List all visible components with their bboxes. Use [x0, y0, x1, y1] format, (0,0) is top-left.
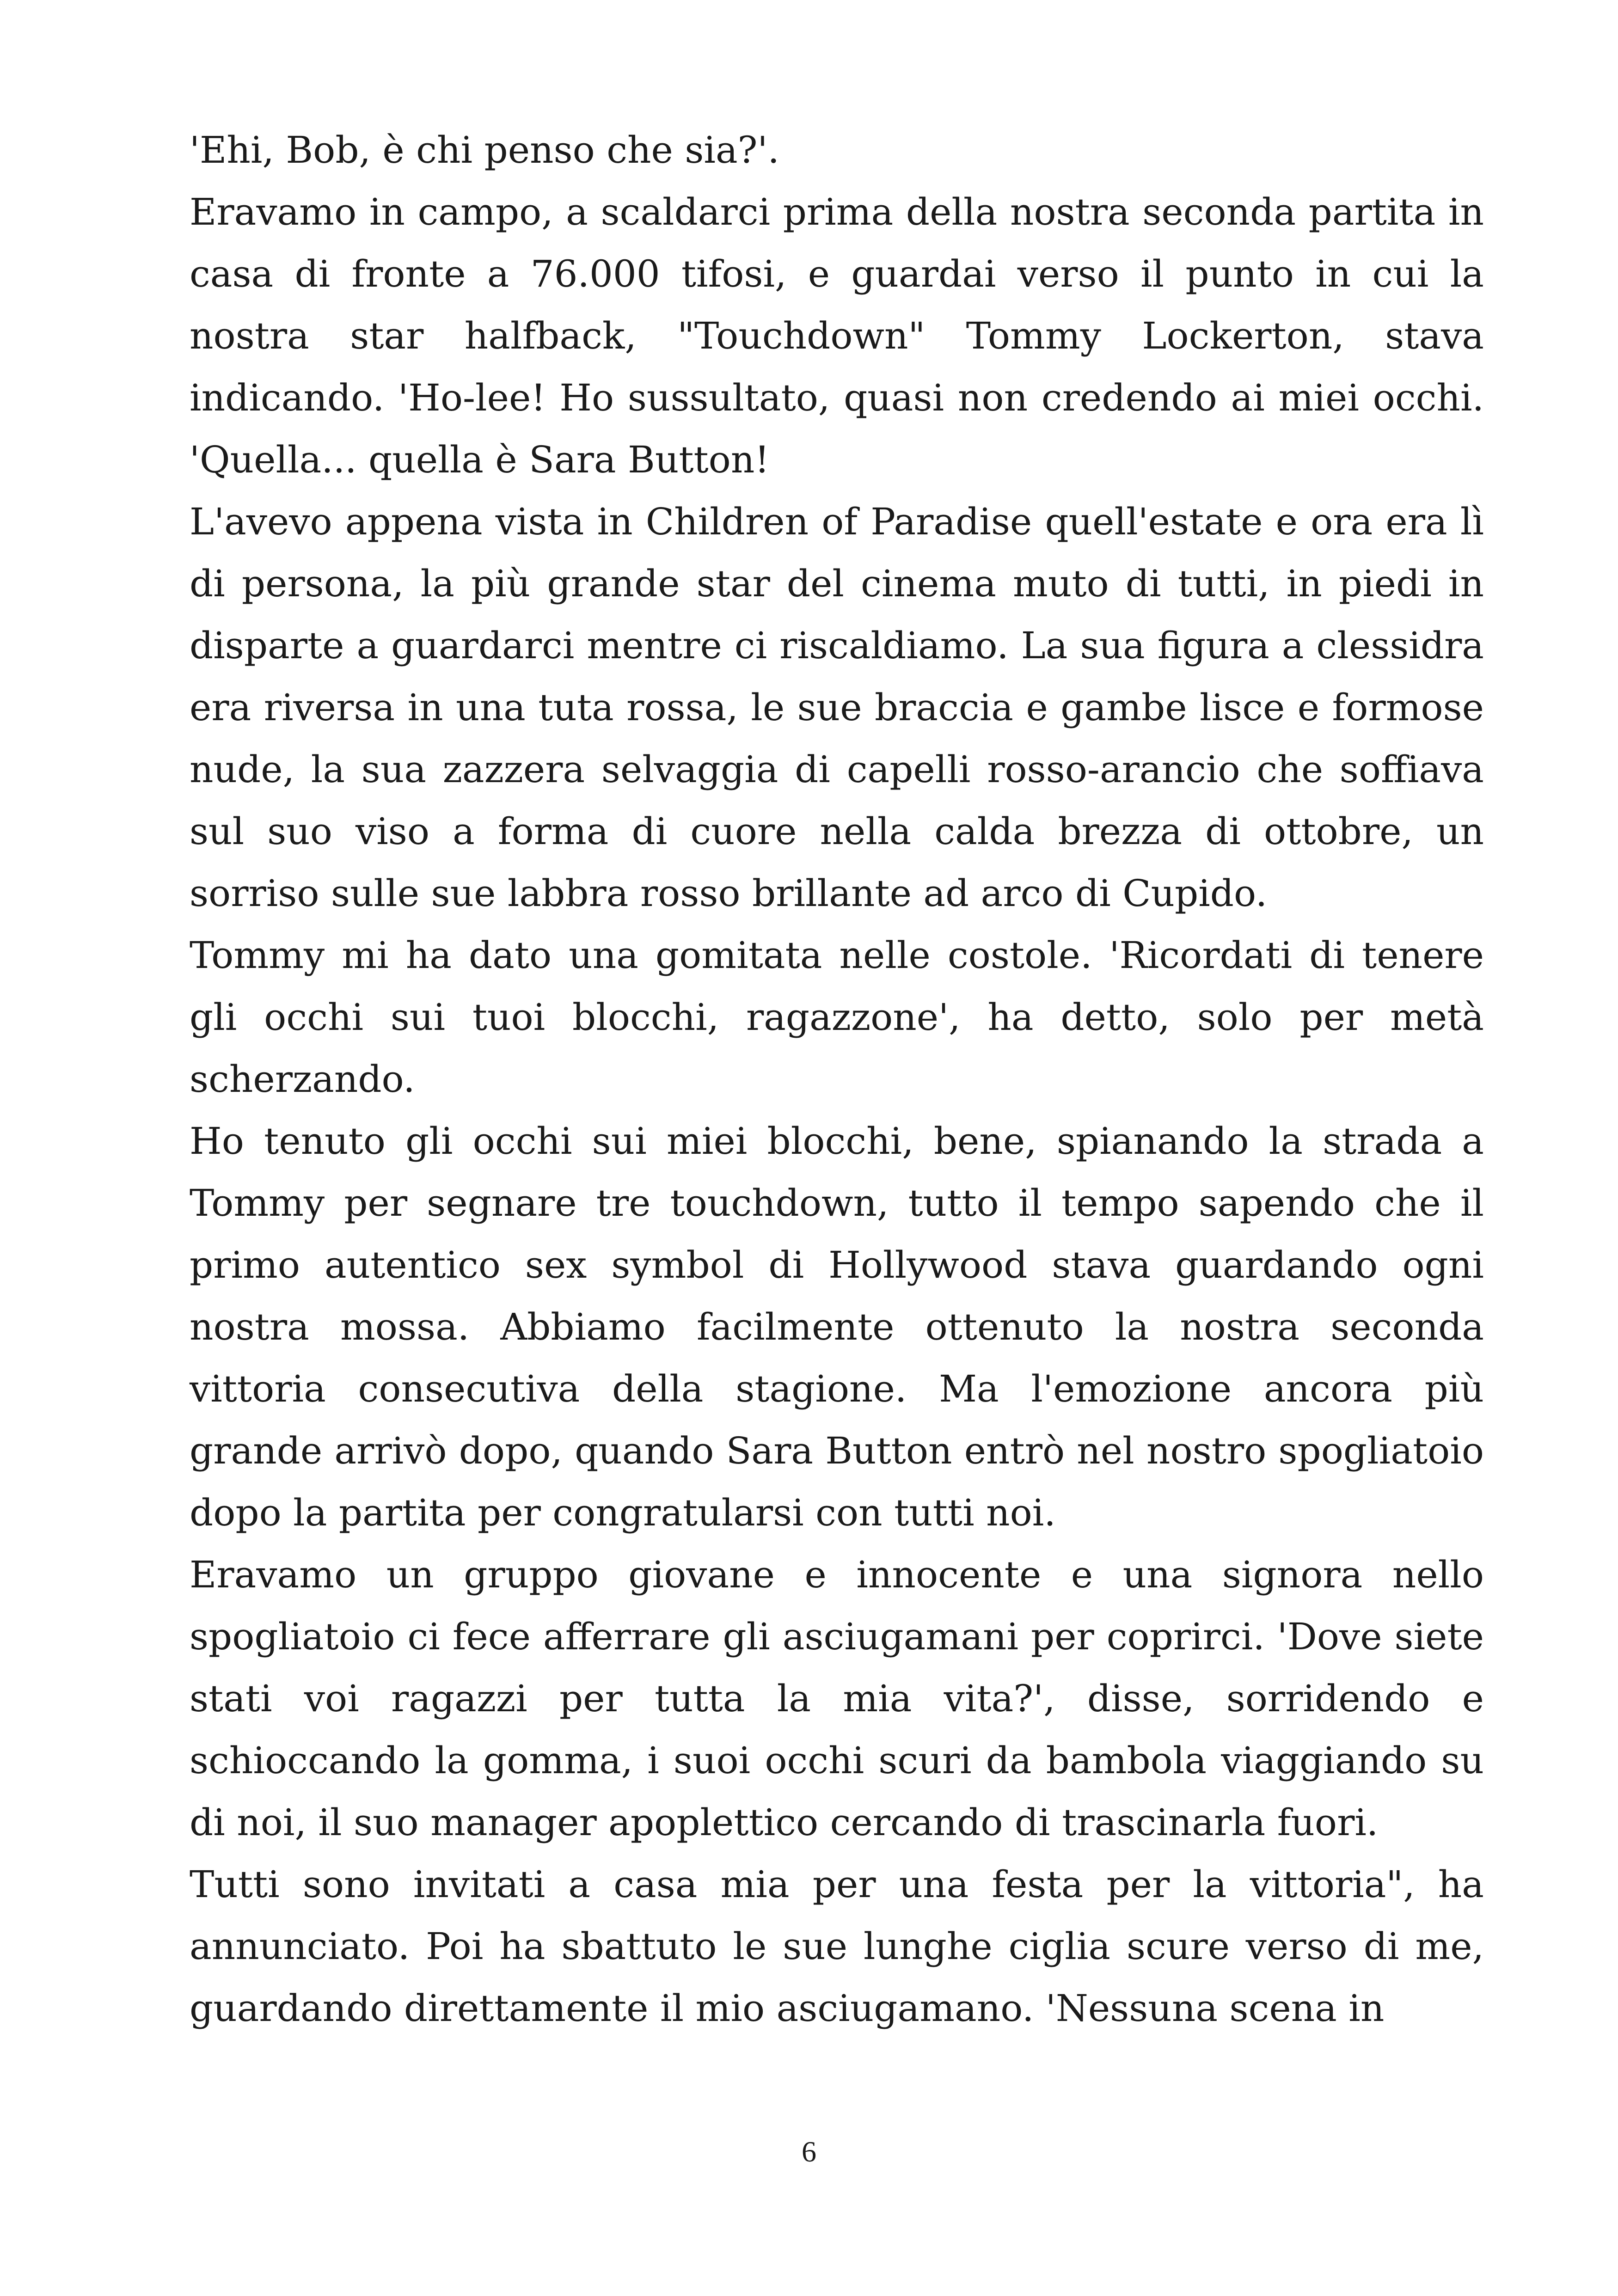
paragraph-6: Eravamo un gruppo giovane e innocente e una signora nello spogliatoio ci fece afferrare gli asciugamani per coprirci. 'Dove siete stati voi ragazzi per tutta la mia vita?', disse, sorridendo e schioccando la gomma, i suoi occhi scuri da bambola viaggiando su di noi, il suo manager apoplettico cercando di trascinarla fuori.	[190, 1553, 1484, 1844]
paragraph-4: Tommy mi ha dato una gomitata nelle costole. 'Ricordati di tenere gli occhi sui tuoi blocchi, ragazzone', ha detto, solo per metà scherzando.	[190, 934, 1484, 1101]
paragraph-5: Ho tenuto gli occhi sui miei blocchi, bene, spianando la strada a Tommy per segnare tre touchdown, tutto il tempo sapendo che il primo autentico sex symbol di Hollywood stava guardando ogni nostra mossa. Abbiamo facilmente ottenuto la nostra seconda vittoria consecutiva della stagione. Ma l'emozione ancora più grande arrivò dopo, quando Sara Button entrò nel nostro spogliatoio dopo la partita per congratularsi con tutti noi.	[190, 1120, 1484, 1534]
page-number: 6	[802, 2135, 816, 2168]
paragraph-7: Tutti sono invitati a casa mia per una festa per la vittoria", ha annunciato. Poi ha sbattuto le sue lunghe ciglia scure verso di me, guardando direttamente il mio asciugamano. 'Nessuna scena in	[190, 1863, 1484, 2030]
body-text	[190, 119, 1484, 2039]
paragraph-3: L'avevo appena vista in Children of Paradise quell'estate e ora era lì di persona, la più grande star del cinema muto di tutti, in piedi in disparte a guardarci mentre ci riscaldiamo. La sua figura a clessidra era riversa in una tuta rossa, le sue braccia e gambe lisce e formose nude, la sua zazzera selvaggia di capelli rosso-arancio che soffiava sul suo viso a forma di cuore nella calda brezza di ottobre, un sorriso sulle sue labbra rosso brillante ad arco di Cupido.	[190, 500, 1484, 915]
paragraph-2: Eravamo in campo, a scaldarci prima della nostra seconda partita in casa di fronte a 76.000 tifosi, e guardai verso il punto in cui la nostra star halfback, "Touchdown" Tommy Lockerton, stava indicando. 'Ho-lee! Ho sussultato, quasi non credendo ai miei occhi. 'Quella... quella è Sara Button!	[190, 190, 1484, 481]
paragraph-1: 'Ehi, Bob, è chi penso che sia?'.	[190, 129, 779, 171]
